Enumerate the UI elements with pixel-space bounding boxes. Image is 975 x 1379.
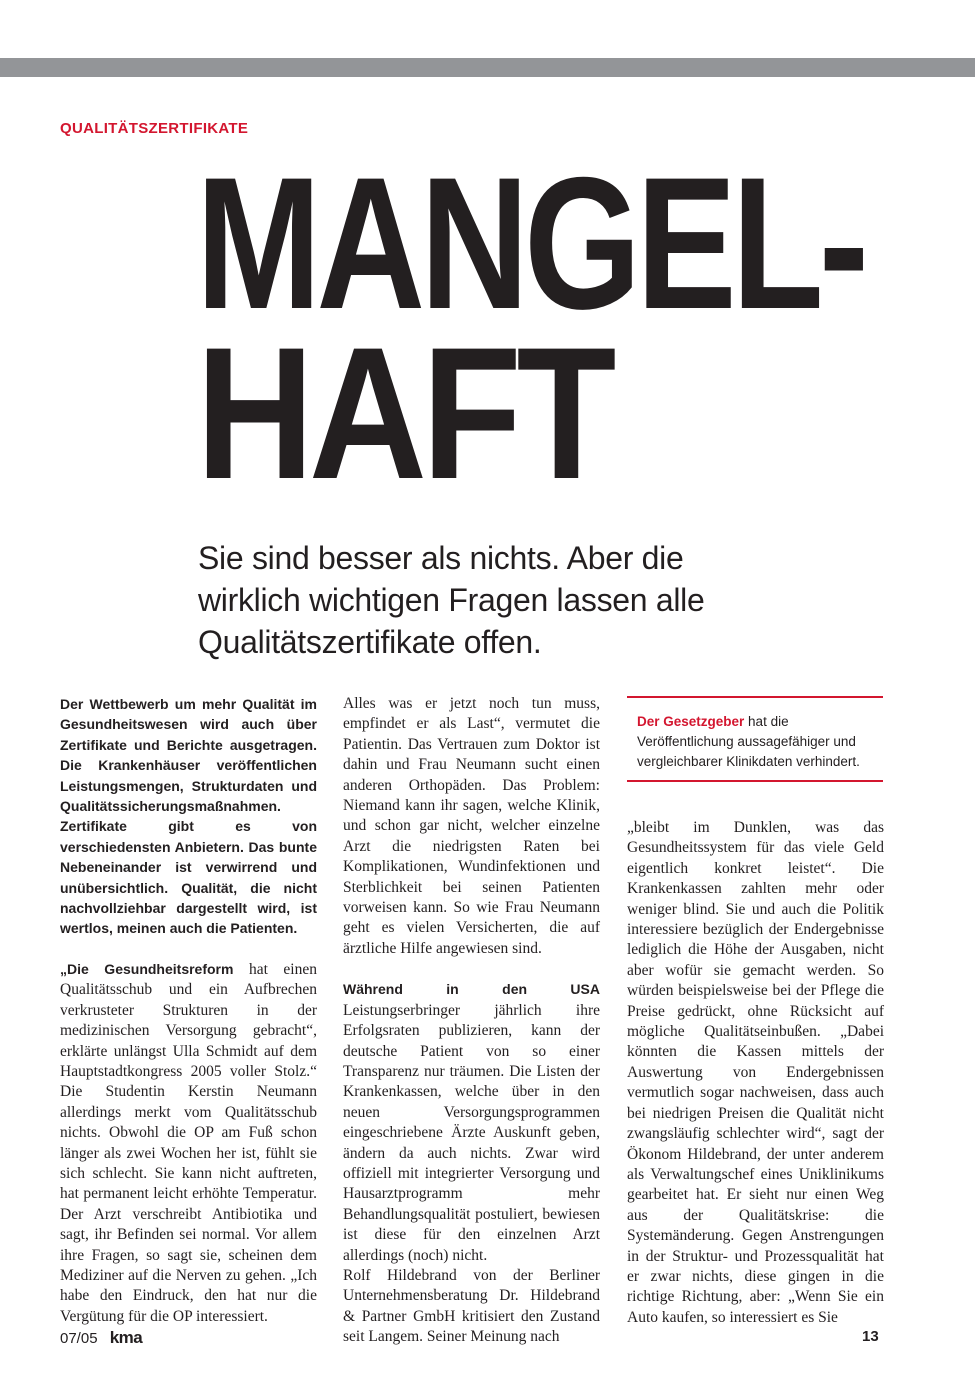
- deck-subtitle: [198, 537, 898, 663]
- body-paragraph-2: Alles was er jetzt noch tun muss, empfindet er als Last“, vermutet die Patientin. Das Vertrauen zum Doktor ist dahin und Frau Neumann sucht einen anderen Orthopäden. Das Problem: Niemand kann ihr sagen, welche Klinik, und schon gar nicht, welcher einzelne Arzt die niedrigsten Raten bei Komplikationen, Wundinfektionen und Sterblichkeit bei seinen Patienten vorweisen kann. So wie Frau Neumann geht es vielen Versicherten, die auf ärztliche Hilfe angewiesen sind.: [343, 695, 600, 957]
- body-paragraph-5: „bleibt im Dunklen, was das Gesundheitssystem für das viele Geld eigentlich konkret leistet“. Die Krankenkassen zahlten mehr oder weniger blind. Sie und auch die Politik interessiere bezüglich der Endergebnisse lediglich die Höhe der Ausgaben, nicht aber wofür sie gemacht werden. So würden beispielsweise bei der Pflege die Preise gedrückt, ohne Rücksicht auf mögliche Qualitätseinbußen. „Dabei könnten die Kassen mittels der Auswertung von Endergebnissen vermutlich sogar nachweisen, dass auch bei niedrigen Preisen die Qualität nicht zwangsläufig schlechter wird“, sagt der Ökonom Hildebrand, der unter anderem als Verwaltungschef eines Uniklinikums gearbeitet hat. Er sieht nur einen Weg aus der Qualitätskrise: die Systemänderung. Gegen Anstrengungen in der Struktur- und Prozessqualität hat er zwar nichts, diese gingen in die richtige Richtung, aber: „Wenn Sie ein Auto kaufen, so interessiert es Sie: [627, 819, 884, 1326]
- run-in-heading-1: „Die Gesundheitsreform: [60, 960, 234, 977]
- top-bar: [0, 58, 975, 77]
- pull-quote: [627, 696, 883, 782]
- headline: [196, 138, 956, 518]
- body-paragraph-3: [343, 979, 600, 1266]
- article-column-2: [343, 694, 600, 1348]
- deck-line-3: Qualitätszertifikate offen.: [198, 624, 542, 660]
- deck-line-2: wirklich wichtigen Fragen lassen alle: [198, 582, 705, 618]
- body-text-1: hat einen Qualitätsschub und ein Aufbrechen verkrusteter Strukturen in der medizinischen Versorgung gebracht“, erklärte unlängst Ulla Schmidt auf dem Hauptstadtkongress 2005 voller Stolz.“ Die Studentin Kerstin Neumann allerdings merkt vom Qualitätsschub nichts. Obwohl die OP am Fuß schon länger als zwei Wochen her ist, fühlt sie sich schlecht. Sie kann nicht auftreten, hat permanent leicht erhöhte Temperatur. Der Arzt verschreibt Antibiotika und sagt, ihr Befinden sei normal. Vor allem ihre Fragen, so sagt sie, scheinen dem Mediziner auf die Nerven zu gehen. „Ich habe den Eindruck, den hat nur die Vergütung für die OP interessiert.: [60, 960, 317, 1325]
- deck-line-1: Sie sind besser als nichts. Aber die: [198, 540, 684, 576]
- body-paragraph-1: [60, 959, 317, 1327]
- headline-line-2: HAFT: [196, 308, 612, 518]
- section-kicker: QUALITÄTSZERTIFIKATE: [60, 120, 249, 137]
- run-in-heading-2: Während in den USA: [343, 981, 600, 998]
- pull-quote-highlight: Der Gesetzgeber: [637, 714, 745, 729]
- headline-line-1: MANGEL-: [196, 138, 865, 348]
- body-paragraph-4: Rolf Hildebrand von der Berliner Unternehmensberatung Dr. Hildebrand & Partner GmbH kritisiert den Zustand seit Langem. Seiner Meinung nach: [343, 1266, 600, 1346]
- article-column-3: [627, 818, 884, 1328]
- page-number: 13: [862, 1328, 879, 1345]
- brand-logo: kma: [109, 1328, 143, 1347]
- footer-issue: [60, 1328, 142, 1348]
- lead-paragraph: Der Wettbewerb um mehr Qualität im Gesundheitswesen wird auch über Zertifikate und Berichte ausgetragen. Die Krankenhäuser veröffentlichen Leistungsmengen, Strukturdaten und Qualitätssicherungsmaßnahmen. Zertifikate gibt es von verschiedensten Anbietern. Das bunte Nebeneinander ist verwirrend und unübersichtlich. Qualität, die nicht nachvollziehbar dargestellt wird, ist wertlos, meinen auch die Patienten.: [60, 696, 317, 937]
- body-text-3: Leistungserbringer jährlich ihre Erfolgsraten publizieren, kann der deutsche Patient von so einer Transparenz nur träumen. Die Listen der Krankenkassen, welche über in den neuen Versorgungsprogrammen eingeschriebene Ärzte Auskunft geben, ändern da auch nichts. Zwar wird offiziell mit integrierter Versorgung und Hausarztprogramm mehr Behandlungsqualität postuliert, bewiesen ist diese für den einzelnen Arzt allerdings (noch) nicht.: [343, 1001, 600, 1264]
- pull-quote-text: hat die Veröffentlichung aussagefähiger und vergleichbarer Klinikdaten verhindert.: [637, 714, 860, 769]
- article-column-1: [60, 694, 317, 1327]
- issue-number: 07/05: [60, 1330, 98, 1347]
